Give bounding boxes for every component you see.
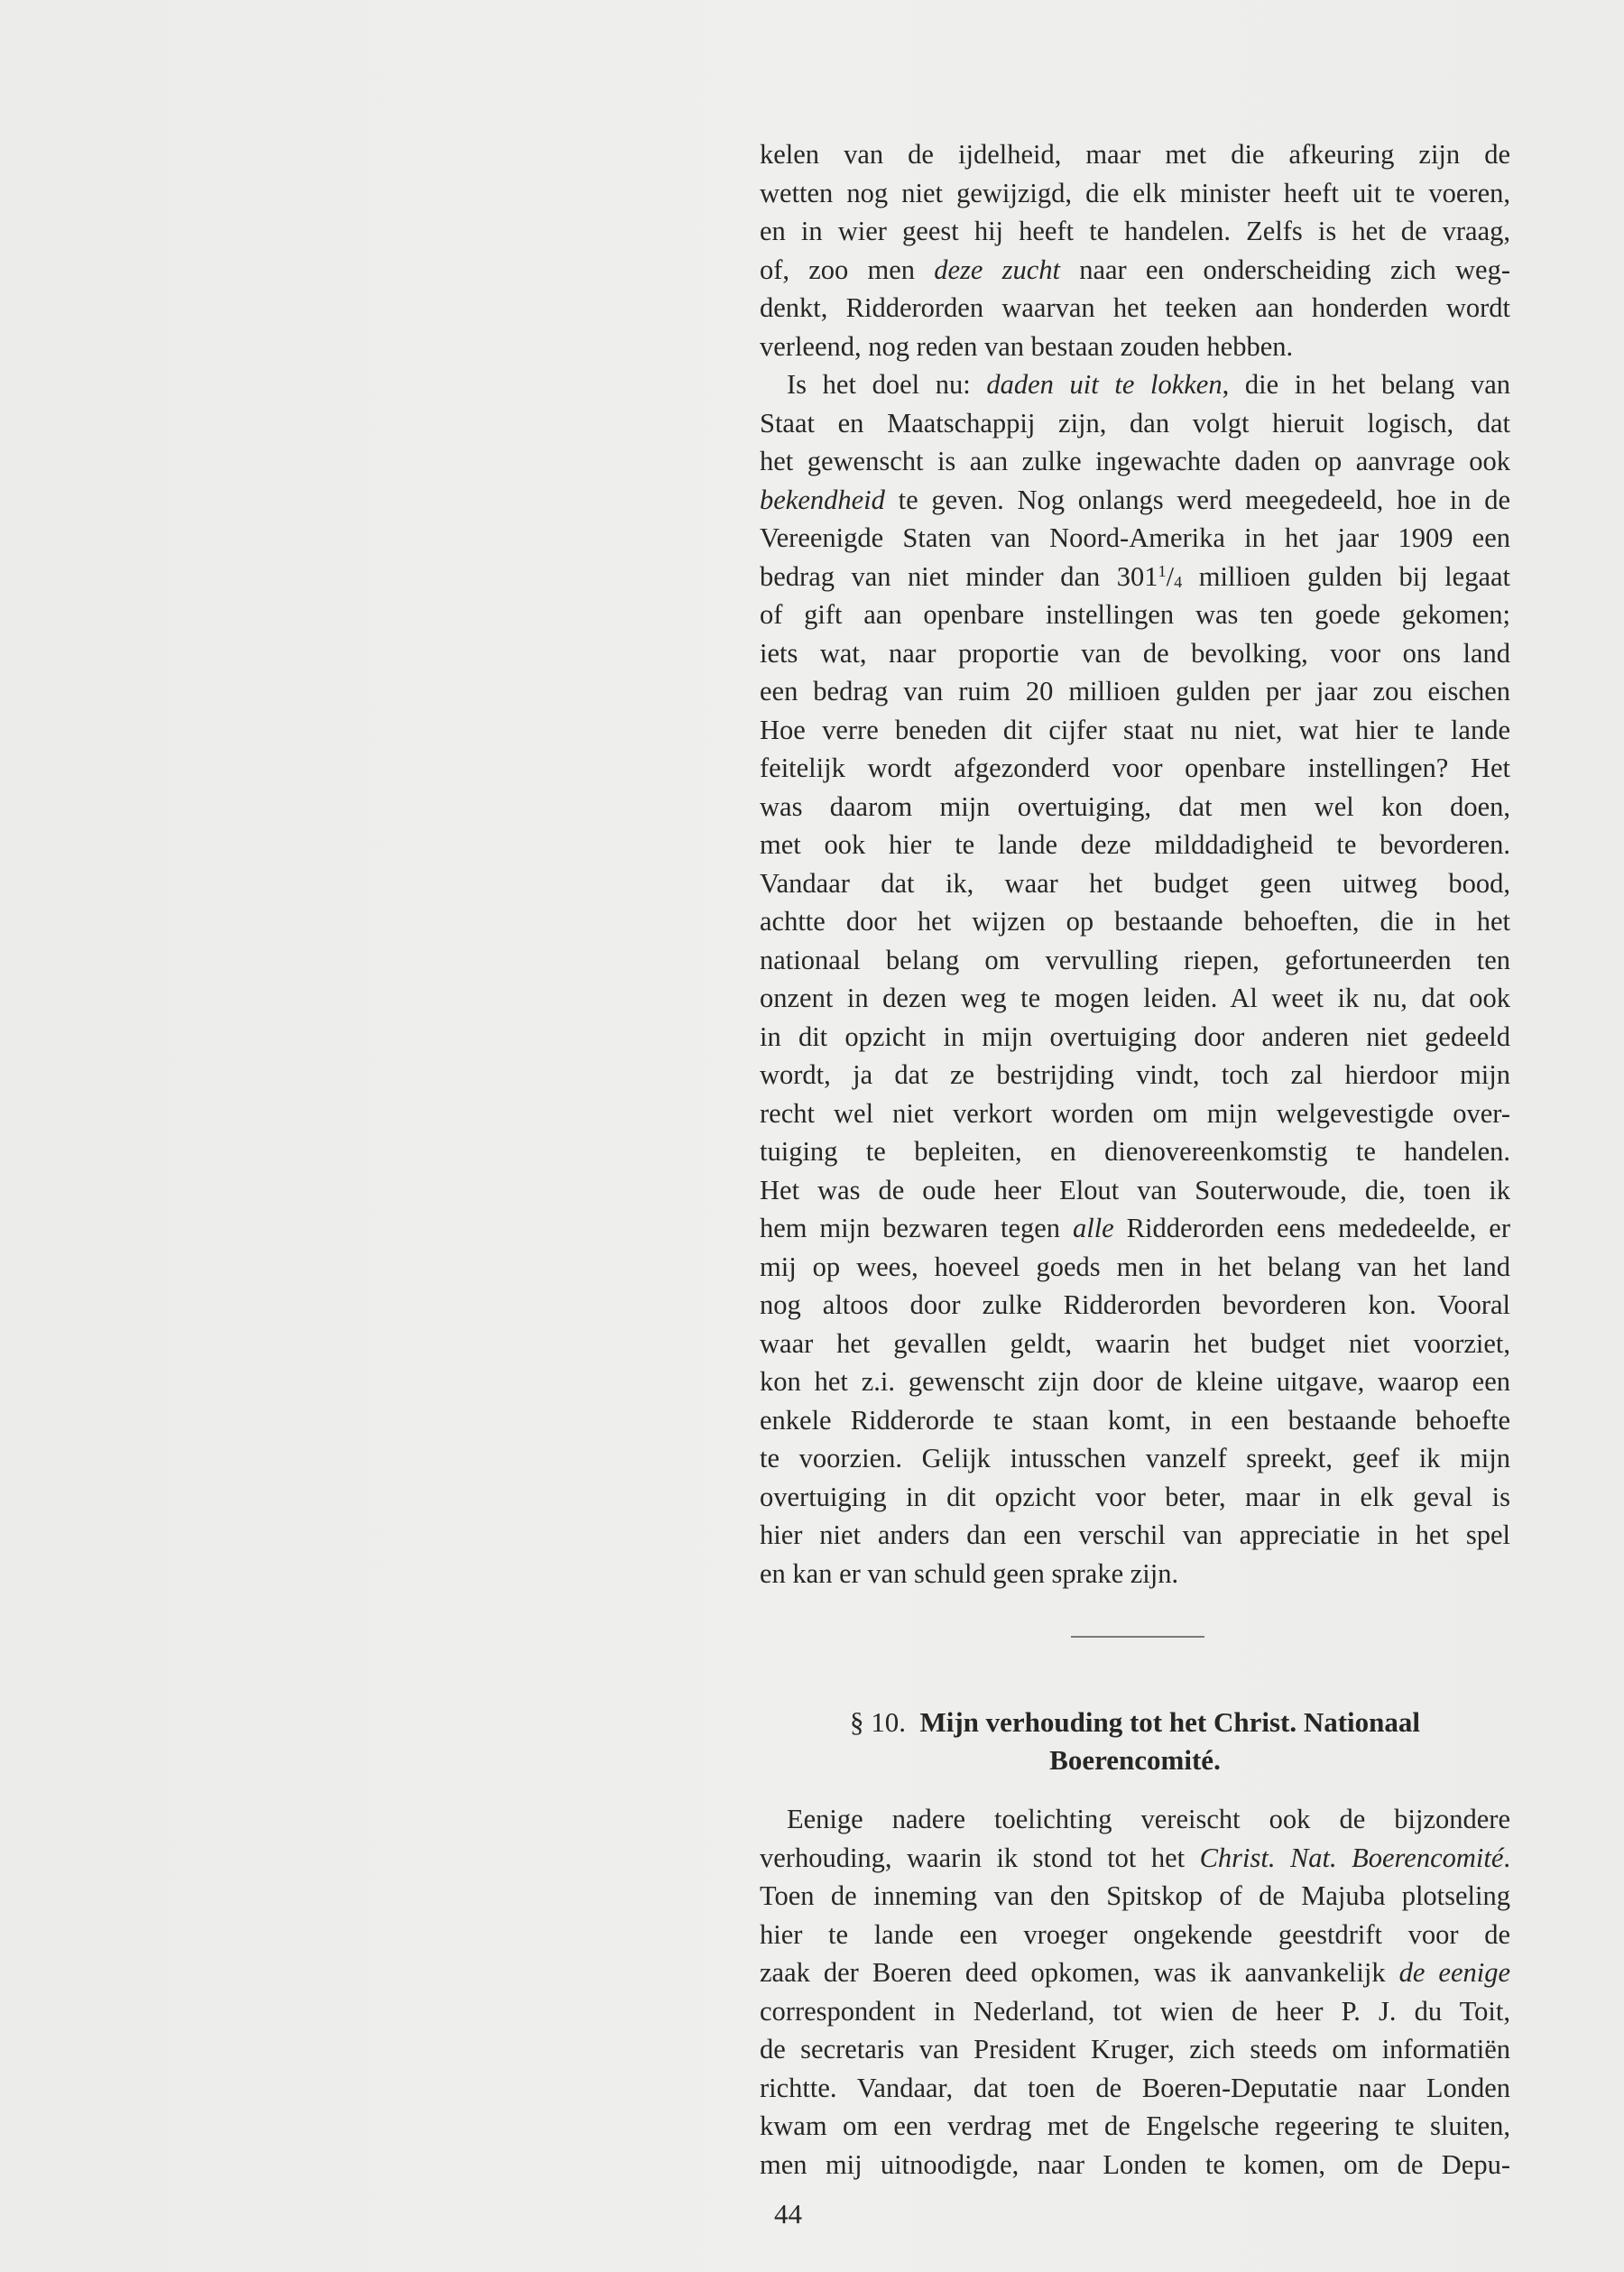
text-line: Toen de inneming van den Spitskop of de Majuba plotseling (760, 1880, 1510, 1911)
italic-emphasis: bekendheid (760, 484, 885, 515)
text-run: Ridderorden eens mededeelde, er (1113, 1213, 1510, 1243)
text-line: in dit opzicht in mijn overtuiging door anderen niet gedeeld (760, 1021, 1510, 1052)
text-line (760, 1953, 1510, 1992)
text-line: kelen van de ijdelheid, maar met die afkeuring zijn de (760, 139, 1510, 170)
text-line: correspondent in Nederland, tot wien de heer P. J. du Toit, (760, 1995, 1510, 2027)
paragraph-block-bottom (760, 1800, 1510, 2184)
text-line (760, 481, 1510, 520)
text-line: mij op wees, hoeveel goeds men in het belang van het land (760, 1251, 1510, 1282)
text-line: overtuiging in dit opzicht voor beter, maar in elk geval is (760, 1481, 1510, 1512)
text-line: denkt, Ridderorden waarvan het teeken aan honderden wordt (760, 292, 1510, 323)
page-number: 44 (774, 2198, 802, 2230)
text-run: hem mijn bezwaren tegen (760, 1213, 1073, 1243)
text-line: de secretaris van President Kruger, zich steeds om informatiën (760, 2034, 1510, 2064)
text-run: te geven. Nog onlangs werd meegedeeld, hoe in de (884, 484, 1510, 515)
section-title-line1: Mijn verhouding tot het Christ. Nationaal (919, 1706, 1421, 1738)
text-line: en in wier geest hij heeft te handelen. Zelfs is het de vraag, (760, 216, 1510, 246)
text-run: . (1503, 1842, 1510, 1873)
italic-emphasis: daden uit te lokken (986, 369, 1223, 400)
text-line: Staat en Maatschappij zijn, dan volgt hieruit logisch, dat (760, 407, 1510, 439)
fraction-numerator: 1 (1158, 561, 1167, 580)
text-line: Het was de oude heer Elout van Souterwoude, die, toen ik (760, 1174, 1510, 1205)
text-run: Is het doel nu: (787, 369, 987, 400)
paragraph-block-top (760, 135, 1510, 1593)
text-line: en kan er van schuld geen sprake zijn. (760, 1557, 1179, 1589)
text-line: iets wat, naar proportie van de bevolking, voor ons land (760, 637, 1510, 669)
text-line: het gewenscht is aan zulke ingewachte daden op aanvrage ook (760, 446, 1510, 476)
text-line (760, 1839, 1510, 1878)
text-line: onzent in dezen weg te mogen leiden. Al weet ik nu, dat ook (760, 983, 1510, 1013)
text-line: recht wel niet verkort worden om mijn welgevestigde over- (760, 1097, 1510, 1129)
text-line: richtte. Vandaar, dat toen de Boeren-Deputatie naar Londen (760, 2072, 1510, 2103)
fraction-slash: / (1166, 560, 1175, 592)
text-run: bedrag van niet minder dan 301 (760, 560, 1158, 592)
text-run: millioen gulden bij legaat (1182, 560, 1510, 592)
italic-emphasis: deze zucht (934, 254, 1061, 285)
text-run: , die in het belang van (1222, 369, 1510, 400)
text-run: naar een onderscheiding zich weg- (1060, 254, 1510, 285)
text-line: hier niet anders dan een verschil van appreciatie in het spel (760, 1519, 1510, 1550)
text-line: kon het z.i. gewenscht zijn door de kleine uitgave, waarop een (760, 1366, 1510, 1397)
text-line: verleend, nog reden van bestaan zouden hebben. (760, 330, 1294, 362)
text-line: of gift aan openbare instellingen was ten goede gekomen; (760, 599, 1510, 630)
text-line: Eenige nadere toelichting vereischt ook de bijzondere (787, 1804, 1510, 1834)
italic-emphasis: de eenige (1398, 1957, 1510, 1988)
text-line: hier te lande een vroeger ongekende geestdrift voor de (760, 1918, 1510, 1950)
text-line: nationaal belang om vervulling riepen, gefortuneerden ten (760, 944, 1510, 975)
text-line: Vandaar dat ik, waar het budget geen uitweg bood, (760, 867, 1510, 899)
text-line: kwam om een verdrag met de Engelsche regeering te sluiten, (760, 2110, 1510, 2141)
section-heading (760, 1704, 1510, 1741)
text-line (760, 365, 1510, 404)
text-line: wetten nog niet gewijzigd, die elk minister heeft uit te voeren, (760, 177, 1510, 208)
text-line: met ook hier te lande deze milddadigheid te bevorderen. (760, 829, 1510, 860)
text-line: men mij uitnoodigde, naar Londen te komen, om de Depu- (760, 2148, 1510, 2180)
text-line (760, 558, 1510, 596)
text-line: nog altoos door zulke Ridderorden bevorderen kon. Vooral (760, 1289, 1510, 1320)
text-line: waar het gevallen geldt, waarin het budget niet voorziet, (760, 1327, 1510, 1359)
text-line: wordt, ja dat ze bestrijding vindt, toch zal hierdoor mijn (760, 1059, 1510, 1090)
text-run: zaak der Boeren deed opkomen, was ik aanvankelijk (760, 1957, 1399, 1988)
section-divider (1071, 1636, 1204, 1638)
text-line: Vereenigde Staten van Noord-Amerika in het jaar 1909 een (760, 522, 1510, 553)
text-line (760, 251, 1510, 290)
text-line: achtte door het wijzen op bestaande behoeften, die in het (760, 906, 1510, 937)
section-number: § 10. (849, 1706, 906, 1738)
text-line: feitelijk wordt afgezonderd voor openbare instellingen? Het (760, 753, 1510, 783)
text-run: of, zoo men (760, 254, 935, 285)
text-line: te voorzien. Gelijk intusschen vanzelf spreekt, geef ik mijn (760, 1443, 1510, 1473)
section-title-line2: Boerencomité. (1049, 1744, 1221, 1776)
text-line: een bedrag van ruim 20 millioen gulden per jaar zou eischen (760, 676, 1510, 707)
text-line: tuiging te bepleiten, en dienovereenkomstig te handelen. (760, 1136, 1510, 1167)
italic-emphasis: alle (1072, 1213, 1114, 1243)
text-run: verhouding, waarin ik stond tot het (760, 1842, 1200, 1873)
text-line: was daarom mijn overtuiging, dat men wel kon doen, (760, 790, 1510, 822)
text-line: enkele Ridderorde te staan komt, in een bestaande behoefte (760, 1404, 1510, 1436)
fraction-denominator: 4 (1174, 572, 1183, 591)
italic-emphasis: Christ. Nat. Boerencomité (1199, 1842, 1504, 1873)
text-line (760, 1209, 1510, 1248)
text-line: Hoe verre beneden dit cijfer staat nu niet, wat hier te lande (760, 714, 1510, 745)
